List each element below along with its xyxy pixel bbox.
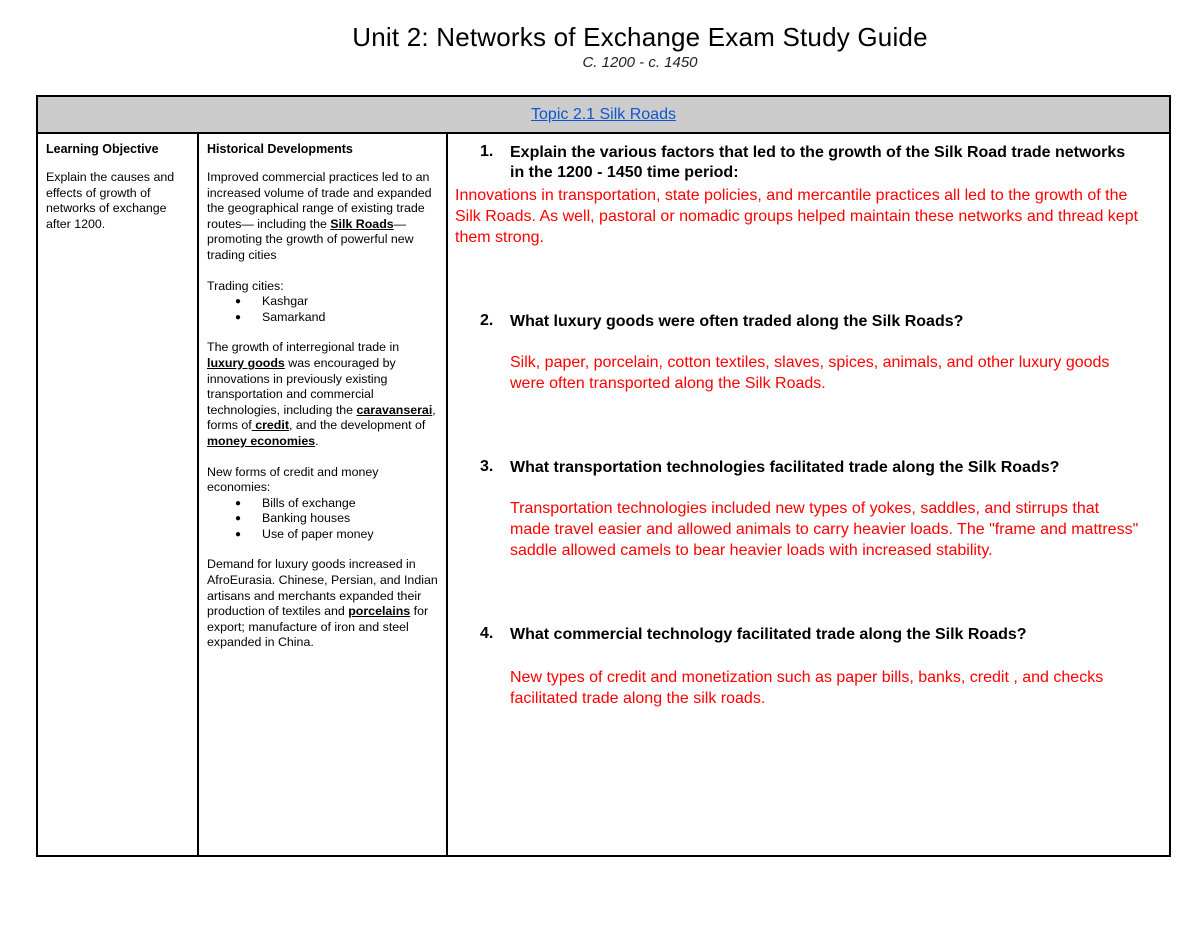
trading-cities-label: Trading cities:	[207, 278, 284, 293]
answer-2: Silk, paper, porcelain, cotton textiles, slaves, spices, animals, and other luxury goods were often transported along the Silk Roads.	[510, 354, 1110, 392]
text-run: , forms of	[207, 402, 436, 433]
historical-developments-column	[199, 134, 448, 855]
key-term-silk-roads: Silk Roads	[330, 216, 394, 231]
list-item: ● Banking houses	[262, 511, 438, 527]
question-2: What luxury goods were often traded along the Silk Roads?	[510, 313, 964, 330]
list-item: ● Kashgar	[262, 294, 438, 310]
credit-label: New forms of credit and money economies:	[207, 464, 379, 495]
questions-column	[448, 134, 1169, 855]
key-term-porcelains: porcelains	[348, 604, 411, 619]
key-term-luxury-goods: luxury goods	[207, 355, 285, 370]
answer-1: Innovations in transportation, state policies, and mercantile practices all led to the growth of the Silk Roads. As well, pastoral or nomadic groups helped maintain these networks and thread kept them strong.	[455, 187, 1139, 246]
development-paragraph	[207, 557, 438, 651]
answer-3: Transportation technologies included new types of yokes, saddles, and stirrups that made travel easier and allowed animals to carry heavier loads. The "frame and mattress" saddle allowed camels to bear heavier loads with increased stability.	[510, 500, 1139, 559]
text-run: .	[315, 433, 319, 448]
key-term-money-economies: money economies	[207, 433, 316, 448]
question-number: 1.	[480, 143, 494, 160]
text-run: , and the development of	[288, 418, 426, 433]
learning-objective-heading: Learning Objective	[46, 142, 159, 156]
question-number: 3.	[480, 458, 494, 475]
learning-objective-column	[38, 134, 199, 855]
text-run: Improved commercial practices led to an increased volume of trade and expanded the geographical range of existing trade routes— including the	[207, 170, 432, 231]
document-subtitle: C. 1200 - c. 1450	[582, 54, 698, 71]
development-paragraph	[207, 170, 438, 264]
list-item: ● Use of paper money	[262, 527, 438, 543]
answer-4: New types of credit and monetization such as paper bills, banks, credit , and checks facilitated trade along the silk roads.	[510, 669, 1104, 707]
key-term-credit: credit	[251, 418, 289, 433]
key-term-caravanserai: caravanserai	[356, 402, 433, 417]
question-1: Explain the various factors that led to the growth of the Silk Road trade networks in the 1200 - 1450 time period:	[510, 144, 1126, 181]
list-item: ● Bills of exchange	[262, 496, 438, 512]
document-title: Unit 2: Networks of Exchange Exam Study Guide	[352, 22, 928, 52]
text-run: for export; manufacture of iron and steel expanded in China.	[207, 604, 429, 650]
development-paragraph	[207, 340, 438, 449]
text-run: The growth of interregional trade in	[207, 340, 400, 355]
text-run: Demand for luxury goods increased in AfroEurasia. Chinese, Persian, and Indian artisans and merchants expanded their production of textiles and	[207, 557, 438, 619]
question-number: 4.	[480, 625, 494, 642]
question-4: What commercial technology facilitated trade along the Silk Roads?	[510, 626, 1027, 643]
topic-link[interactable]: Topic 2.1 Silk Roads	[531, 106, 676, 123]
trading-cities-list	[207, 294, 438, 325]
topic-header-row	[38, 97, 1169, 134]
text-run: —promoting the growth of powerful new trading cities	[207, 216, 414, 262]
question-3: What transportation technologies facilitated trade along the Silk Roads?	[510, 459, 1060, 476]
text-run: was encouraged by innovations in previously existing transportation and commercial technologies, including the	[207, 355, 396, 417]
list-item: ● Samarkand	[262, 310, 438, 326]
study-guide-table	[36, 95, 1171, 857]
question-number: 2.	[480, 312, 494, 329]
learning-objective-text: Explain the causes and effects of growth of networks of exchange after 1200.	[46, 170, 175, 231]
credit-list	[207, 496, 438, 543]
historical-developments-heading: Historical Developments	[207, 142, 353, 156]
